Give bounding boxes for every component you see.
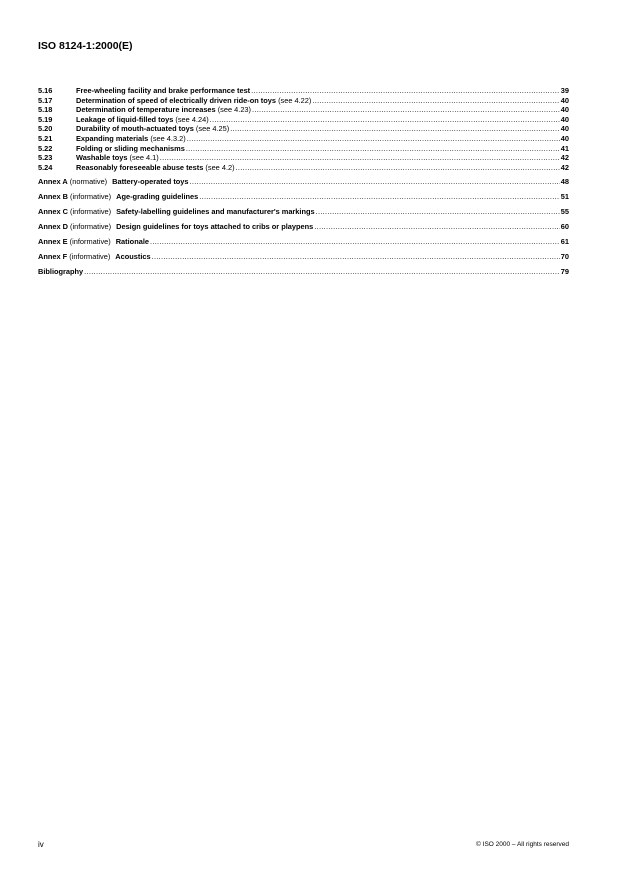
clause-title: Folding or sliding mechanisms — [76, 143, 185, 153]
clause-title: Washable toys — [76, 153, 128, 163]
annex-title: Safety-labelling guidelines and manufacturer's markings — [116, 207, 315, 217]
dot-leader — [314, 222, 560, 232]
annex-title: Design guidelines for toys attached to cribs or playpens — [116, 222, 314, 232]
dot-leader — [312, 96, 559, 106]
clause-reference: (see 4.22) — [278, 95, 312, 105]
dot-leader — [160, 153, 560, 163]
clause-number: 5.17 — [38, 95, 53, 105]
page-number: 40 — [560, 95, 569, 105]
page-number: 39 — [560, 86, 569, 95]
toc-entry[interactable] — [38, 124, 569, 134]
dot-leader — [210, 115, 560, 125]
page-number: 40 — [560, 114, 569, 124]
clause-reference: (see 4.25) — [195, 124, 230, 134]
annex-type: (informative) — [70, 222, 112, 232]
page-number: 40 — [560, 124, 569, 134]
toc-entry[interactable] — [38, 105, 569, 115]
clause-reference: (see 4.3.2) — [150, 133, 186, 143]
dot-leader — [252, 105, 560, 115]
clause-number: 5.23 — [38, 153, 53, 163]
dot-leader — [251, 86, 560, 96]
toc-entry[interactable] — [38, 96, 569, 106]
clause-title: Reasonably foreseeable abuse tests — [76, 162, 204, 172]
annex-list — [38, 177, 569, 276]
toc-entry[interactable] — [38, 144, 569, 154]
page-number: 42 — [560, 162, 569, 172]
clause-title: Durability of mouth-actuated toys — [76, 124, 194, 134]
dot-leader — [316, 207, 560, 217]
toc-annex-entry[interactable] — [38, 207, 569, 217]
clause-title: Determination of speed of electrically driven ride-on toys — [76, 95, 277, 105]
toc-annex-entry[interactable] — [38, 222, 569, 232]
clause-title: Leakage of liquid-filled toys — [76, 114, 174, 124]
clause-reference: (see 4.23) — [217, 105, 251, 115]
annex-title: Acoustics — [115, 251, 151, 261]
page-number: 40 — [560, 133, 569, 143]
page-number: 48 — [560, 177, 569, 187]
clause-title: Free-wheeling facility and brake performance test — [76, 86, 251, 95]
page-number: 70 — [560, 251, 569, 261]
clause-number: 5.22 — [38, 143, 53, 153]
annex-type: (informative) — [69, 236, 111, 246]
clause-number: 5.16 — [38, 86, 53, 95]
dot-leader — [199, 192, 560, 202]
annex-title: Age-grading guidelines — [116, 192, 199, 202]
dot-leader — [150, 237, 560, 247]
annex-title: Rationale — [115, 236, 149, 246]
annex-type: (informative) — [70, 192, 112, 202]
annex-type: (normative) — [69, 177, 108, 187]
toc-annex-entry[interactable] — [38, 192, 569, 202]
clause-number: 5.19 — [38, 114, 53, 124]
dot-leader — [186, 144, 560, 154]
clause-number: 5.18 — [38, 105, 53, 115]
annex-label: Annex B — [38, 192, 68, 202]
toc-annex-entry[interactable] — [38, 177, 569, 187]
dot-leader — [152, 252, 560, 262]
dot-leader — [190, 177, 560, 187]
annex-label: Annex F — [38, 251, 68, 261]
page-number: 41 — [560, 143, 569, 153]
annex-label: Annex E — [38, 236, 68, 246]
toc-annex-entry[interactable] — [38, 237, 569, 247]
toc-entry[interactable] — [38, 115, 569, 125]
toc-entry[interactable] — [38, 163, 569, 173]
bibliography-label: Bibliography — [38, 266, 84, 276]
annex-label: Annex C — [38, 207, 68, 217]
page-number: 42 — [560, 153, 569, 163]
page-number: 51 — [560, 192, 569, 202]
dot-leader — [236, 163, 560, 173]
annex-label: Annex D — [38, 222, 68, 232]
page-number: 40 — [560, 105, 569, 115]
footer-page-number: iv — [38, 840, 44, 849]
dot-leader — [230, 124, 560, 134]
annex-type: (informative) — [69, 251, 111, 261]
toc-annex-entry[interactable] — [38, 252, 569, 262]
page-number: 60 — [560, 222, 569, 232]
clause-reference: (see 4.1) — [129, 153, 159, 163]
toc-entry[interactable] — [38, 86, 569, 96]
clause-number: 5.21 — [38, 133, 53, 143]
dot-leader — [84, 267, 560, 277]
clause-title: Determination of temperature increases — [76, 105, 216, 115]
page-number: 55 — [560, 207, 569, 217]
document-header: ISO 8124-1:2000(E) — [38, 40, 133, 52]
page-number: 79 — [560, 266, 569, 276]
clause-title: Expanding materials — [76, 133, 149, 143]
page-number: 61 — [560, 236, 569, 246]
toc-entry[interactable] — [38, 134, 569, 144]
toc-bibliography-entry[interactable] — [38, 267, 569, 277]
clause-reference: (see 4.24) — [175, 114, 209, 124]
annex-type: (informative) — [70, 207, 112, 217]
clause-list — [38, 86, 569, 172]
clause-number: 5.20 — [38, 124, 53, 134]
clause-number: 5.24 — [38, 162, 53, 172]
table-of-contents — [38, 86, 569, 276]
clause-reference: (see 4.2) — [205, 162, 235, 172]
annex-label: Annex A — [38, 177, 68, 187]
footer-copyright: © ISO 2000 – All rights reserved — [476, 841, 569, 848]
dot-leader — [187, 134, 560, 144]
annex-title: Battery-operated toys — [112, 177, 189, 187]
toc-entry[interactable] — [38, 153, 569, 163]
